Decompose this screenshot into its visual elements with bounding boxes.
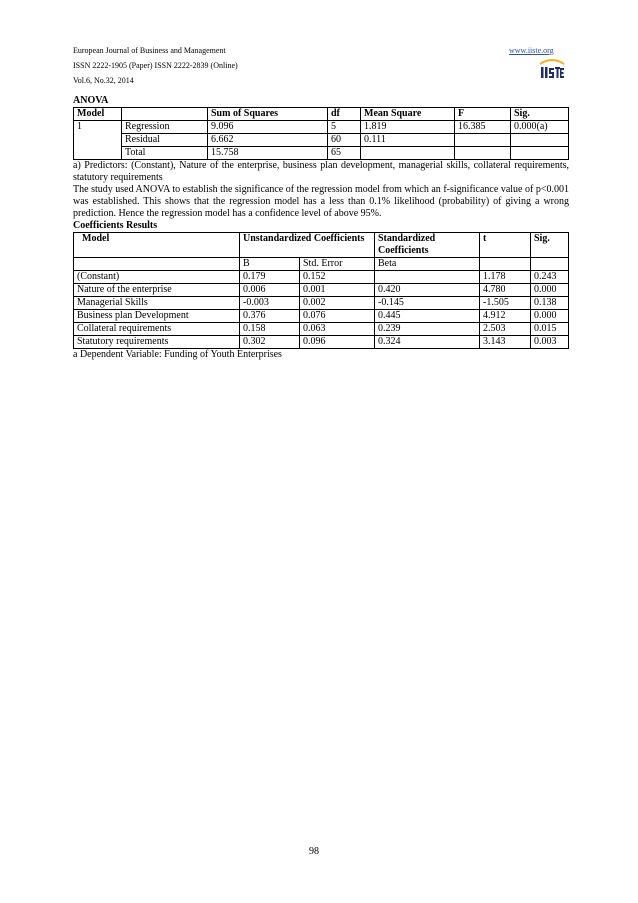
table-cell: 60 (328, 134, 361, 147)
table-cell: 0.003 (531, 336, 569, 349)
table-row (74, 147, 569, 160)
table-cell: 0.302 (240, 336, 300, 349)
table-cell: 0.111 (361, 134, 455, 147)
table-cell: Residual (122, 134, 208, 147)
coef-header-model: Model (74, 233, 240, 258)
coefficients-footnote: a Dependent Variable: Funding of Youth Enterprises (73, 349, 282, 360)
table-cell: 0.001 (300, 284, 375, 297)
table-cell (455, 147, 511, 160)
table-cell: 0.243 (531, 271, 569, 284)
table-cell (511, 134, 569, 147)
anova-header-blank (122, 108, 208, 121)
anova-header-row (74, 108, 569, 121)
table-cell: 0.006 (240, 284, 300, 297)
table-cell: (Constant) (74, 271, 240, 284)
table-cell (455, 134, 511, 147)
anova-model-number: 1 (74, 121, 122, 160)
coefficients-title: Coefficients Results (73, 220, 158, 231)
table-cell: -0.145 (375, 297, 480, 310)
table-cell: 0.152 (300, 271, 375, 284)
anova-title: ANOVA (73, 95, 109, 106)
table-row (74, 121, 569, 134)
table-cell: 0.239 (375, 323, 480, 336)
coef-header-std: Standardized Coefficients (375, 233, 480, 258)
table-cell (531, 258, 569, 271)
anova-header-model: Model (74, 108, 122, 121)
iiste-logo (538, 58, 566, 80)
table-cell: 3.143 (480, 336, 531, 349)
journal-issn: ISSN 2222-1905 (Paper) ISSN 2222-2839 (Online) (73, 61, 238, 70)
anova-section (73, 95, 569, 361)
table-row (74, 323, 569, 336)
anova-header-ms: Mean Square (361, 108, 455, 121)
table-cell: 0.096 (300, 336, 375, 349)
table-cell: 0.002 (300, 297, 375, 310)
table-cell: 0.063 (300, 323, 375, 336)
table-row (74, 310, 569, 323)
table-cell: 0.000(a) (511, 121, 569, 134)
anova-header-ss: Sum of Squares (208, 108, 328, 121)
table-cell: 0.000 (531, 310, 569, 323)
table-cell: 0.000 (531, 284, 569, 297)
table-cell: 0.015 (531, 323, 569, 336)
table-cell: Nature of the enterprise (74, 284, 240, 297)
anova-header-f: F (455, 108, 511, 121)
table-cell: 6.662 (208, 134, 328, 147)
table-cell: Regression (122, 121, 208, 134)
table-cell: 16.385 (455, 121, 511, 134)
anova-paragraph: The study used ANOVA to establish the significance of the regression model from which an f-significance value of p<0.001 was established. This shows that the regression model has a less than 0.1% likelihood (probability) of giving a wrong prediction. Hence the regression model has a confidence level of above 95%. (73, 184, 569, 219)
table-cell: 1.819 (361, 121, 455, 134)
table-cell: -1.505 (480, 297, 531, 310)
table-cell (375, 271, 480, 284)
table-cell: 0.076 (300, 310, 375, 323)
coef-header-sig: Sig. (531, 233, 569, 258)
anova-table (73, 107, 569, 160)
coef-subheader-row (74, 258, 569, 271)
table-cell: 15.758 (208, 147, 328, 160)
table-cell: 0.445 (375, 310, 480, 323)
table-row (74, 284, 569, 297)
table-cell (74, 258, 240, 271)
coef-subheader-beta: Beta (375, 258, 480, 271)
page-number: 98 (309, 846, 319, 857)
table-cell: 5 (328, 121, 361, 134)
anova-header-df: df (328, 108, 361, 121)
table-cell: -0.003 (240, 297, 300, 310)
journal-volume: Vol.6, No.32, 2014 (73, 76, 134, 85)
anova-footnote: a) Predictors: (Constant), Nature of the enterprise, business plan development, managerial skills, collateral requirements, statutory requirements (73, 160, 569, 183)
table-cell: Collateral requirements (74, 323, 240, 336)
coef-subheader-b: B (240, 258, 300, 271)
table-cell: 0.138 (531, 297, 569, 310)
table-cell: 0.376 (240, 310, 300, 323)
table-cell: Statutory requirements (74, 336, 240, 349)
coef-header-row (74, 233, 569, 258)
journal-url-link[interactable]: www.iiste.org (509, 46, 554, 55)
table-cell (511, 147, 569, 160)
coefficients-table (73, 232, 569, 349)
table-cell: 0.179 (240, 271, 300, 284)
table-cell: 0.324 (375, 336, 480, 349)
table-cell: 0.420 (375, 284, 480, 297)
table-row (74, 271, 569, 284)
table-cell: Business plan Development (74, 310, 240, 323)
table-cell: 0.158 (240, 323, 300, 336)
journal-name: European Journal of Business and Management (73, 46, 226, 55)
coef-subheader-se: Std. Error (300, 258, 375, 271)
table-cell: 4.780 (480, 284, 531, 297)
table-cell (480, 258, 531, 271)
table-row (74, 336, 569, 349)
table-cell: 65 (328, 147, 361, 160)
table-row (74, 134, 569, 147)
table-cell: 9.096 (208, 121, 328, 134)
coef-header-t: t (480, 233, 531, 258)
table-cell: Total (122, 147, 208, 160)
table-cell: Managerial Skills (74, 297, 240, 310)
anova-header-sig: Sig. (511, 108, 569, 121)
coef-header-unstd: Unstandardized Coefficients (240, 233, 375, 258)
table-cell (361, 147, 455, 160)
table-cell: 2.503 (480, 323, 531, 336)
table-cell: 4.912 (480, 310, 531, 323)
table-row (74, 297, 569, 310)
table-cell: 1.178 (480, 271, 531, 284)
